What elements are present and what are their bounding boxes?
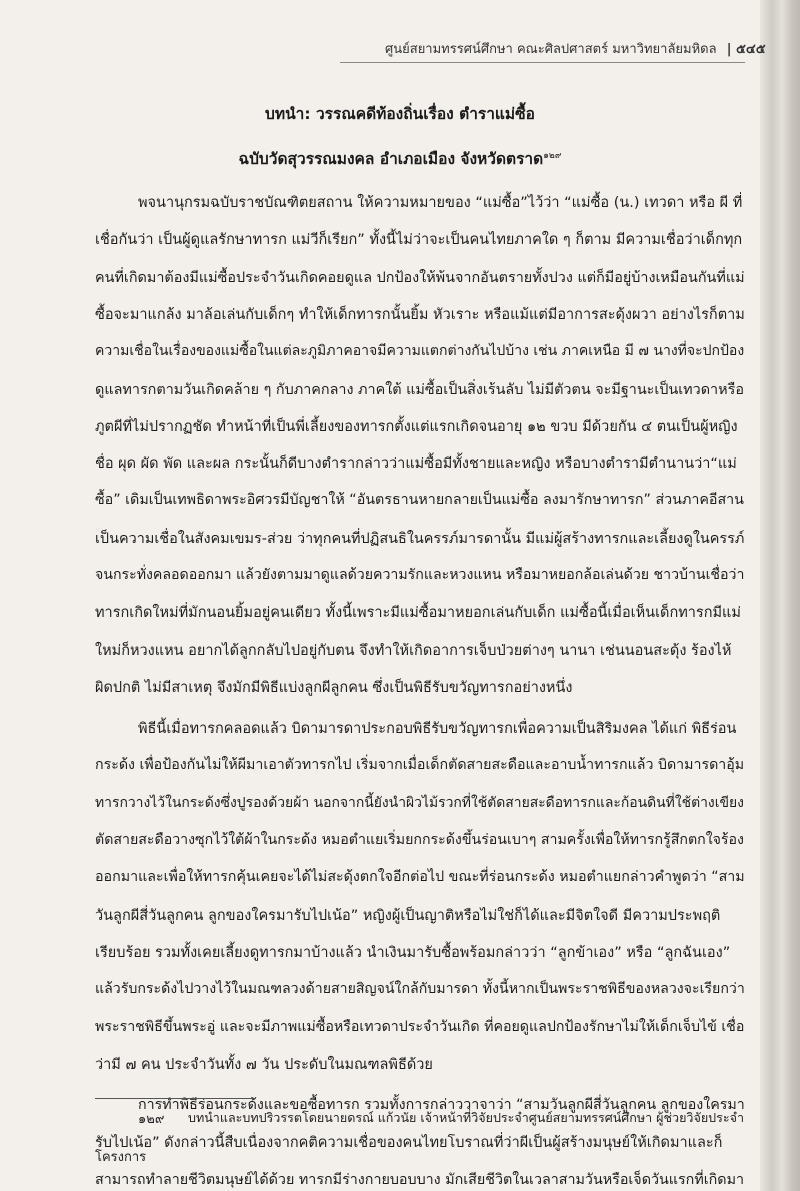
footnote-line-1: บทนำและบทปริวรรตโดยนายดรณ์ แก้วนัย เจ้าหน้าที่วิจัยประจำศูนย์สยามทรรศน์ศึกษา ผู้ช่วยวิจัยประจำ [188,1110,745,1125]
body-line: ซื้อ” เดิมเป็นเทพธิดาพระอิศวรมีบัญชาให้ “อันตรธานหายกลายเป็นแม่ซื้อ ลงมารักษาทารก” ส่วนภาคอีสาน [95,492,744,508]
body-line: การทำพิธีร่อนกระด้งและขอซื้อทารก รวมทั้งการกล่าววาจาว่า “สามวันลูกผีสี่วันลูกคน ลูกของใครมา [138,1097,745,1113]
title-line-1: บทนำ: วรรณคดีท้องถิ่นเรื่อง ตำราแม่ซื้อ [265,105,535,123]
body-line: ใหม่ก็หวงแหน อยากได้ลูกกลับไปอยู่กับตน จึงทำให้เกิดอาการเจ็บป่วยต่างๆ นานา เช่นนอนสะดุ้ง ร้องไห้ [95,643,732,659]
footnote-rule [95,1098,255,1099]
footnote-number: ๑๒๙ [138,1112,165,1127]
body-line: ชื่อ ผุด ผัด พัด และผล กระนั้นก็ดีบางตำรากล่าวว่าแม่ซื้อมีทั้งชายและหญิง หรือบางตำรามีตำนานว่า“แม่ [95,456,737,472]
body-line: ออกมาและเพื่อให้ทารกคุ้นเคยจะได้ไม่สะดุ้งตกใจอีกต่อไป ขณะที่ร่อนกระด้ง หมอตำแยกล่าวคำพูดว่า “สาม [95,869,745,885]
body-line: เชื่อกันว่า เป็นผู้ดูแลรักษาทารก แม่วีก็เรียก” ทั้งนี้ไม่ว่าจะเป็นคนไทยภาคใด ๆ ก็ตาม มีความเชื่อว่าเด็กทุก [95,232,743,248]
title-line-2-text: ฉบับวัดสุวรรณมงคล อำเภอเมือง จังหวัดตราด [238,150,544,168]
body-line: ตัดสายสะดือวางซุกไว้ใต้ผ้าในกระด้ง หมอตำแยเริ่มยกกระด้งขึ้นร่อนเบาๆ สามครั้งเพื่อให้ทารกรู้สึกตกใจร้อง [95,832,744,848]
body-line: ความเชื่อในเรื่องของแม่ซื้อในแต่ละภูมิภาคอาจมีความแตกต่างกันไปบ้าง เช่น ภาคเหนือ มี ๗ นางที่จะปกป้อง [95,343,745,359]
body-line: ผิดปกติ ไม่มีสาเหตุ จึงมักมีพิธีแบ่งลูกผีลูกคน ซึ่งเป็นพิธีรับขวัญทารกอย่างหนึ่ง [95,680,573,696]
title-line-2 [0,146,800,171]
body-line: เรียบร้อย รวมทั้งเคยเลี้ยงดูทารกมาบ้างแล้ว นำเงินมารับซื้อพร้อมกล่าวว่า “ลูกข้าเอง” หรือ “ลูกฉันเอง” [95,945,731,961]
page-number: | ๕๔๕ [726,42,766,57]
body-line: ซื้อจะมาแกล้ง มาล้อเล่นกับเด็กๆ ทำให้เด็กทารกนั้นยิ้ม หัวเราะ หรือแม้แต่มีอาการสะดุ้งผวา อย่างไรก็ตาม [95,307,745,323]
body-line: ทารกเกิดใหม่ที่มักนอนยิ้มอยู่คนเดียว ทั้งนี้เพราะมีแม่ซื้อมาหยอกเล่นกับเด็ก แม่ซื้อนี้เมื่อเห็นเด็กทารกมีแม่ [95,605,741,621]
body-line: คนที่เกิดมาต้องมีแม่ซื้อประจำวันเกิดคอยดูแล ปกป้องให้พ้นจากอันตรายทั้งปวง แต่ก็มีอยู่บ้างเหมือนกันที่แม่ [95,270,745,286]
body-line: รับไปเน้อ” ดังกล่าวนี้สืบเนื่องจากคติความเชื่อของคนไทยโบราณที่ว่าผีเป็นผู้สร้างมนุษย์ให้เกิดมาและก็ [95,1135,723,1151]
body-line: เป็นความเชื่อในสังคมเขมร-ส่วย ว่าทุกคนที่ปฏิสนธิในครรภ์มารดานั้น มีแม่ผู้สร้างทารกและเลี้ยงดูในครรภ์ [95,531,745,547]
body-line: วันลูกผีสี่วันลูกคน ลูกของใครมารับไปเน้อ” หญิงผู้เป็นญาติหรือไม่ใช่ก็ได้และมีจิตใจดี มีความประพฤติ [95,908,721,924]
body-line: ว่ามี ๗ คน ประจำวันทั้ง ๗ วัน ประดับในมณฑลพิธีด้วย [95,1057,433,1073]
body-line: จนกระทั่งคลอดออกมา แล้วยังตามมาดูแลด้วยความรักและหวงแหน หรือมาหยอกล้อเล่นด้วย ชาวบ้านเชื่อว่า [95,567,745,583]
page-number-value: ๕๔๕ [736,42,766,57]
title-footnote-ref: ๑๒๙ [543,150,562,161]
body-line: พระราชพิธีขึ้นพระอู่ และจะมีภาพแม่ซื้อหรือเทวดาประจำวันเกิด ที่คอยดูแลปกป้องรักษาไม่ให้เด็กเจ็บไข้ เชื่อ [95,1019,745,1035]
body-line: ภูตผีที่ไม่ปรากฏชัด ทำหน้าที่เป็นพี่เลี้ยงของทารกตั้งแต่แรกเกิดจนอายุ ๑๒ ขวบ มีด้วยกัน ๔ ตนเป็นผู้หญิง [95,419,738,435]
running-header [385,38,766,59]
header-rule [340,62,745,63]
footnote-line-2: โครงการ [95,1150,147,1165]
body-line: กระด้ง เพื่อป้องกันไม่ให้ผีมาเอาตัวทารกไป เริ่มจากเมื่อเด็กตัดสายสะดือและอาบน้ำทารกแล้ว บิดามารดาอุ้ม [95,757,745,773]
body-line: สามารถทำลายชีวิตมนุษย์ได้ด้วย ทารกมีร่างกายบอบบาง มักเสียชีวิตในเวลาสามวันหรือเจ็ดวันแรกที่เกิดมา [95,1172,745,1188]
body-line: แล้วรับกระด้งไปวางไว้ในมณฑลวงด้ายสายสิญจน์ใกล้กับมารดา ทั้งนี้หากเป็นพระราชพิธีของหลวงจะเรียกว่า [95,981,745,997]
body-line: พิธีนี้เมื่อทารกคลอดแล้ว บิดามารดาประกอบพิธีรับขวัญทารกเพื่อความเป็นสิริมงคล ได้แก่ พิธีร่อน [138,721,737,737]
body-line: ดูแลทารกตามวันเกิดคล้าย ๆ กับภาคกลาง ภาคใต้ แม่ซื้อเป็นสิ่งเร้นลับ ไม่มีตัวตน จะมีฐานะเป็นเทวดาหรือ [95,382,744,398]
body-line: ทารกวางไว้ในกระด้งซึ่งปูรองด้วยผ้า นอกจากนี้ยังนำผิวไม้รวกที่ใช้ตัดสายสะดือทารกและก้อนดินที่ใช้ต่างเขียง [95,795,744,811]
book-page-edge [760,0,800,1191]
header-text: ศูนย์สยามทรรศน์ศึกษา คณะศิลปศาสตร์ มหาวิทยาลัยมหิดล [385,42,717,57]
body-line: พจนานุกรมฉบับราชบัณฑิตยสถาน ให้ความหมายของ “แม่ซื้อ”ไว้ว่า “แม่ซื้อ (น.) เทวดา หรือ ผี ที่ [138,195,743,211]
